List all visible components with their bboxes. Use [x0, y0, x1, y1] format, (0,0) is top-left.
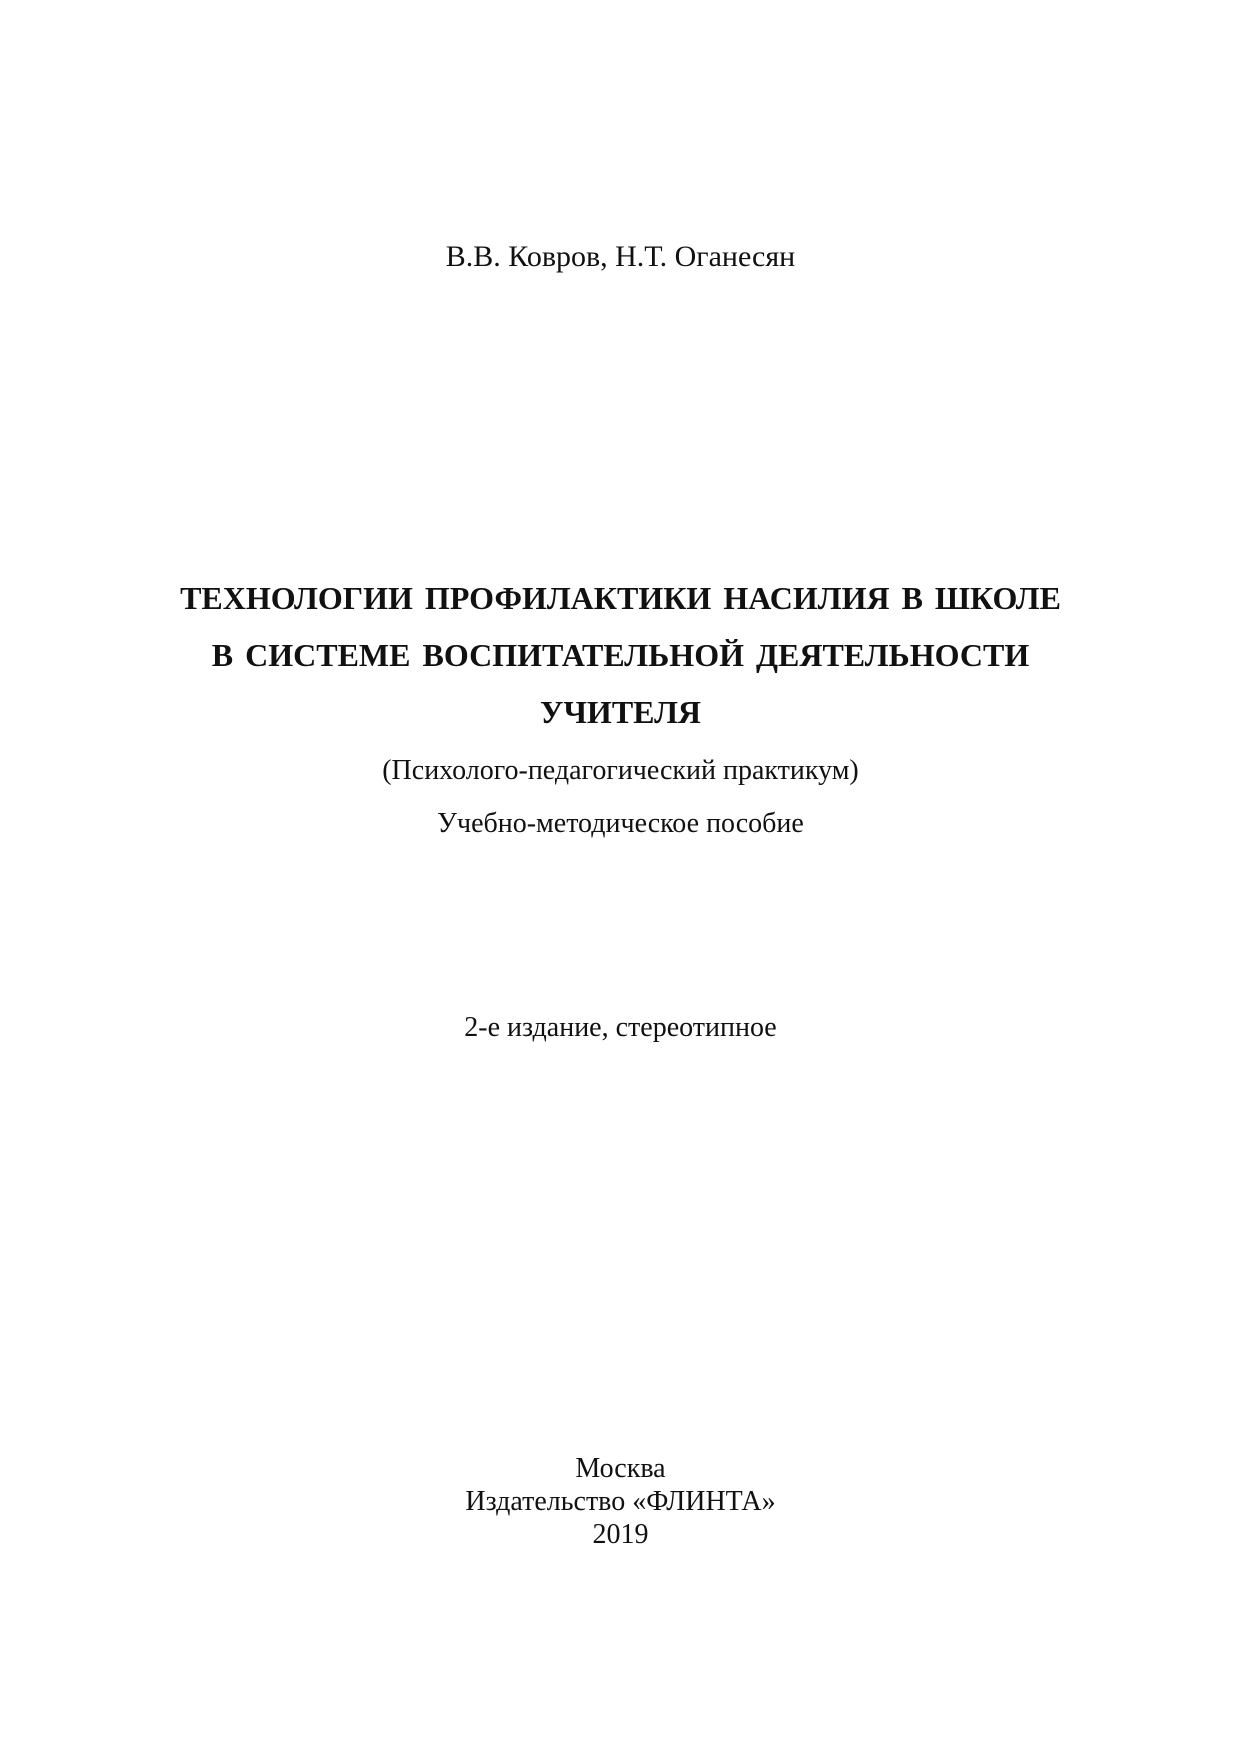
edition-note: 2-е издание, стереотипное — [464, 1012, 777, 1043]
title-line-1: ТЕХНОЛОГИИ ПРОФИЛАКТИКИ НАСИЛИЯ В ШКОЛЕ — [180, 580, 1061, 616]
title-line-2: В СИСТЕМЕ ВОСПИТАТЕЛЬНОЙ ДЕЯТЕЛЬНОСТИ — [211, 637, 1030, 673]
imprint-city: Москва — [575, 1453, 666, 1484]
title-line-3: УЧИТЕЛЯ — [539, 694, 702, 730]
document-type: Учебно-методическое пособие — [437, 808, 804, 839]
imprint-publisher: Издательство «ФЛИНТА» — [465, 1486, 776, 1517]
subtitle: (Психолого-педагогический практикум) — [382, 755, 859, 786]
authors: В.В. Ковров, Н.Т. Оганесян — [445, 240, 796, 273]
imprint-year: 2019 — [592, 1519, 649, 1550]
